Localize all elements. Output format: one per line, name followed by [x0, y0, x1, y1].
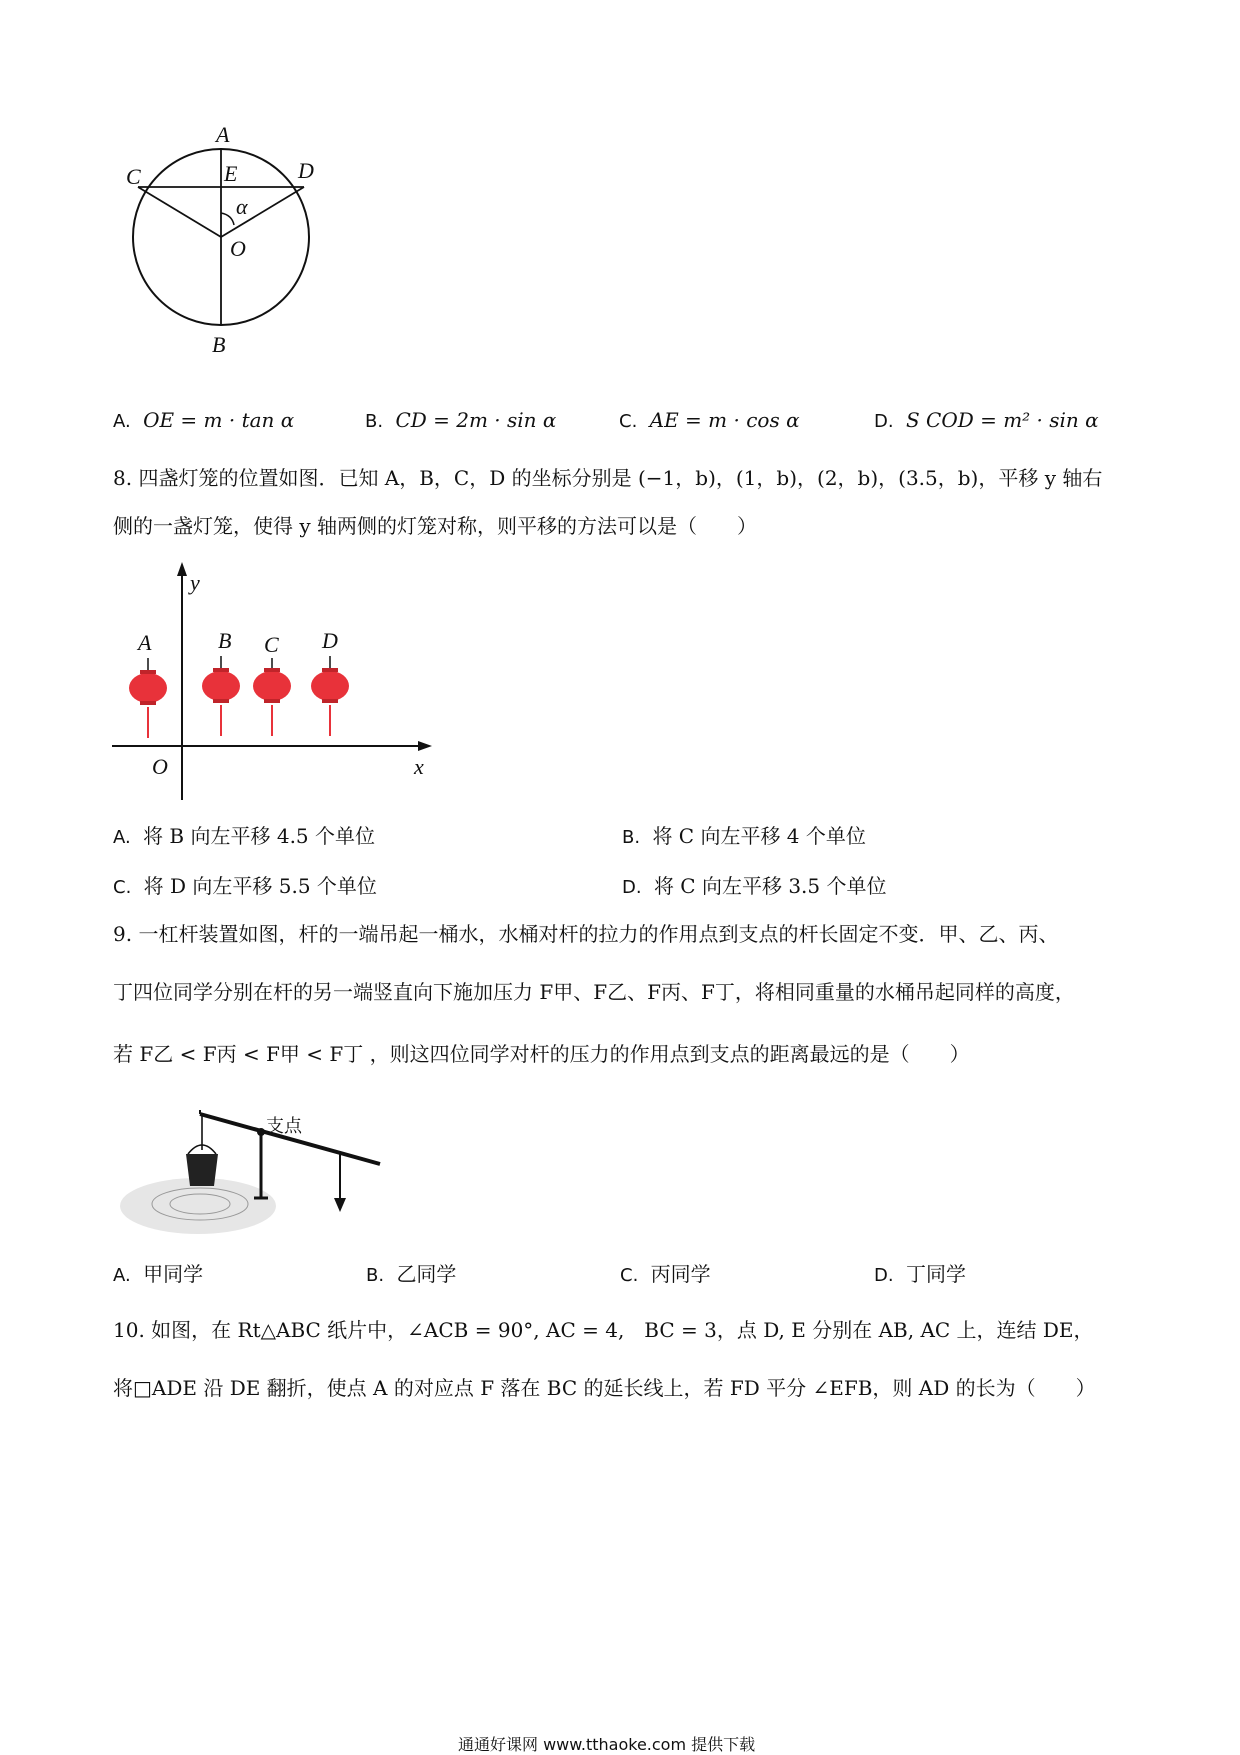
option-text: S COD = m² · sin α — [905, 408, 1099, 432]
label-a: A — [216, 122, 230, 147]
option-text: AE = m · cos α — [649, 408, 800, 432]
option-letter: B. — [622, 827, 641, 848]
lantern-label-c: C — [264, 632, 279, 657]
q9-option-b[interactable] — [366, 1264, 456, 1285]
lantern-c — [253, 658, 291, 736]
q9-stem-line1: 9. 一杠杆装置如图，杆的一端吊起一桶水，水桶对杆的拉力的作用点到支点的杆长固定不变．甲、乙、丙、 — [113, 922, 1059, 946]
lantern-label-d: D — [322, 628, 338, 653]
label-b: B — [212, 332, 226, 357]
option-letter: B. — [366, 1265, 385, 1286]
q9-stem-line2: 丁四位同学分别在杆的另一端竖直向下施加压力 F甲、F乙、F丙、F丁，将相同重量的水桶吊起同样的高度， — [113, 980, 1075, 1004]
q7-option-a[interactable] — [113, 410, 294, 431]
q7-option-d[interactable] — [874, 410, 1099, 431]
option-text: 将 B 向左平移 4.5 个单位 — [143, 824, 376, 848]
option-letter: B. — [365, 411, 384, 432]
q7-option-b[interactable] — [365, 410, 556, 431]
q8-option-b[interactable] — [622, 826, 866, 847]
fulcrum-label: 支点 — [266, 1116, 302, 1137]
axis-label-y: y — [190, 570, 200, 595]
label-e: E — [224, 161, 238, 186]
q9-option-d[interactable] — [874, 1264, 966, 1285]
option-text: OE = m · tan α — [143, 408, 295, 432]
lantern-label-b: B — [218, 628, 232, 653]
q9-stem-line3: 若 F乙 < F丙 < F甲 < F丁 ，则这四位同学对杆的压力的作用点到支点的距离最远的是（ ） — [113, 1042, 970, 1066]
option-letter: C. — [620, 1265, 639, 1286]
option-text: 将 D 向左平移 5.5 个单位 — [143, 874, 377, 898]
option-text: 甲同学 — [143, 1262, 204, 1286]
q10-stem-line2: 将□ADE 沿 DE 翻折，使点 A 的对应点 F 落在 BC 的延长线上，若 FD 平分 ∠EFB，则 AD 的长为（ ） — [113, 1376, 1096, 1400]
q8-stem-line1: 8. 四盏灯笼的位置如图．已知 A，B，C，D 的坐标分别是 (−1，b)，(1，b)，(2，b)，(3.5，b)，平移 y 轴右 — [113, 466, 1103, 490]
option-text: 丙同学 — [650, 1262, 711, 1286]
q9-option-c[interactable] — [620, 1264, 711, 1285]
option-letter: A. — [113, 827, 131, 848]
q8-option-a[interactable] — [113, 826, 375, 847]
option-letter: C. — [619, 411, 638, 432]
origin-label: O — [152, 754, 168, 779]
axis-label-x: x — [414, 754, 424, 779]
option-letter: A. — [113, 411, 131, 432]
lever-figure — [118, 1108, 388, 1238]
label-c: C — [126, 164, 141, 189]
q8-option-c[interactable] — [113, 876, 377, 897]
option-text: 将 C 向左平移 4 个单位 — [652, 824, 866, 848]
option-letter: C. — [113, 877, 132, 898]
lantern-label-a: A — [138, 630, 152, 655]
option-letter: D. — [874, 411, 894, 432]
q9-option-a[interactable] — [113, 1264, 203, 1285]
label-o: O — [230, 236, 246, 261]
option-letter: A. — [113, 1265, 131, 1286]
lantern-a — [129, 658, 167, 738]
option-text: 丁同学 — [905, 1262, 966, 1286]
label-alpha: α — [236, 194, 248, 219]
option-text: 将 C 向左平移 3.5 个单位 — [653, 874, 887, 898]
q8-stem-line2: 侧的一盏灯笼，使得 y 轴两侧的灯笼对称，则平移的方法可以是（ ） — [113, 514, 758, 538]
option-text: 乙同学 — [396, 1262, 457, 1286]
label-d: D — [298, 158, 314, 183]
option-letter: D. — [622, 877, 642, 898]
circle-figure — [110, 115, 330, 365]
option-text: CD = 2m · sin α — [395, 408, 557, 432]
q7-option-c[interactable] — [619, 410, 800, 431]
q10-stem-line1: 10. 如图，在 Rt△ABC 纸片中，∠ACB = 90°, AC = 4, BC = 3，点 D, E 分别在 AB, AC 上，连结 DE， — [113, 1318, 1094, 1342]
lantern-b — [202, 656, 240, 736]
lantern-d — [311, 656, 349, 736]
page-footer: 通通好课网 www.tthaoke.com 提供下载 — [458, 1735, 756, 1754]
q8-option-d[interactable] — [622, 876, 887, 897]
option-letter: D. — [874, 1265, 894, 1286]
